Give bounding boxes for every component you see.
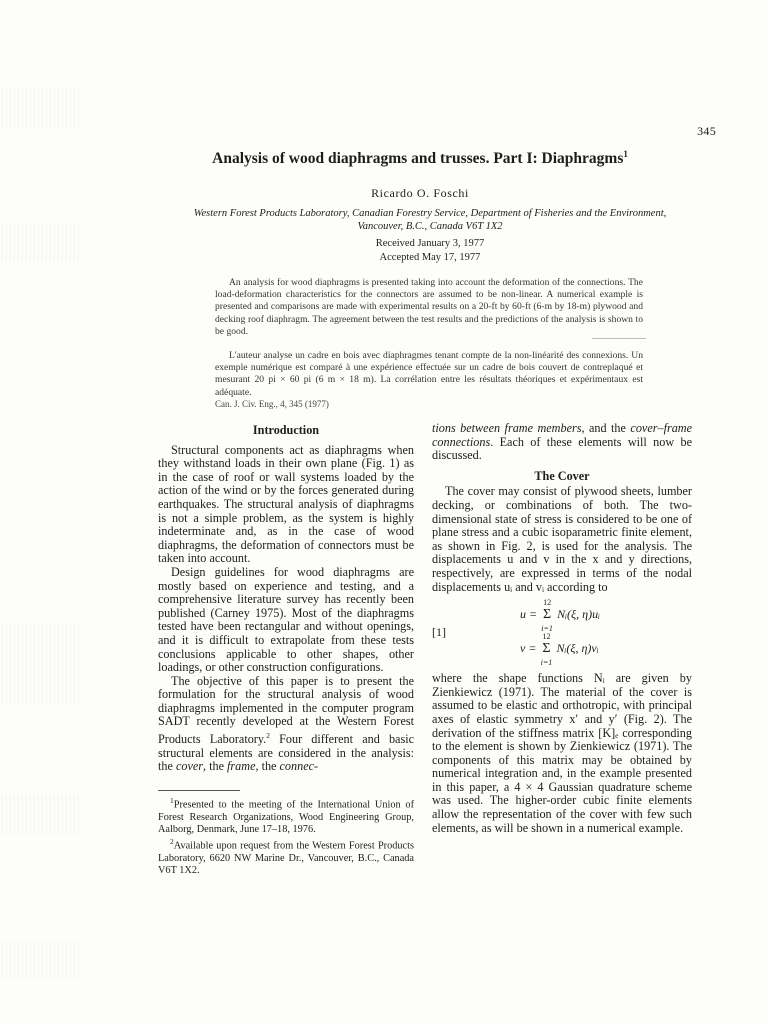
abstract-text: An analysis for wood diaphragms is presented taking into account the deformation of the connections. The load-deformation characteristics for the connectors are assumed to be non-linear. A numerical example is presented and comparisons are made with experimental results on a 20-ft by 60-ft (6-m by 18-m) plywood and decking roof diaphragm. The agreement between the test results and the predictions of the analysis is shown to be good.	[215, 277, 643, 337]
body-paragraph	[432, 422, 692, 463]
sum-upper-limit: 12	[543, 598, 552, 608]
body-paragraph: where the shape functions Nᵢ are given by Zienkiewicz (1971). The material of the cover is assumed to be elastic and orthotropic, with principal axes of elastic symmetry x′ and y′ (Fig. 2). The derivation of the stiffness matrix [K]ₑ corresponding to the element is shown by Zienkiewicz (1971). The components of this matrix may be obtained by numerical integration and, in the example presented in this paper, a 4 × 4 Gaussian quadrature scheme was used. The higher-order cubic finite elements allow the representation of the cover with few such elements, as will be shown in a numerical example.	[432, 671, 692, 835]
equation-rhs: Nᵢ(ξ, η)uᵢ	[557, 607, 600, 622]
equation-lhs: v =	[520, 641, 537, 656]
paper-title	[160, 149, 680, 168]
sum-lower-limit: i=1	[540, 658, 553, 668]
emphasis-term: cover	[175, 759, 204, 774]
footnote-ref: 2	[266, 731, 270, 741]
body-paragraph: Structural components act as diaphragms when they withstand loads in their own plane (Fig. 1) as in the case of roof or wall systems loaded by the action of the wind or by the forces generated during earthquakes. The structural analysis of diaphragms is not a simple problem, as the system is highly indeterminate and, as in the case of wood diaphragms, the deformation of connectors must be taken into account.	[158, 442, 414, 566]
author-name: Ricardo O. Foschi	[371, 186, 469, 200]
scan-margin-artifact	[2, 795, 80, 835]
divider-rule	[592, 338, 646, 339]
sum-upper-limit: 12	[542, 632, 551, 642]
section-heading-introduction: Introduction	[252, 423, 320, 437]
sigma-glyph: Σ	[542, 641, 551, 657]
received-date: Received January 3, 1977	[375, 238, 485, 249]
abstract-english	[215, 277, 643, 338]
footnote-text: Presented to the meeting of the International Union of Forest Research Organizations, Wood Engineering Group, Aalborg, Denmark, June 17–18, 1976.	[158, 799, 414, 835]
body-paragraph: Design guidelines for wood diaphragms are mostly based on experience and testing, and a comprehensive literature survey has recently been published (Carney 1975). Most of the diaphragms tested have been rectangular and without openings, and it is difficult to extrapolate from these tests conclusions applicable to other shapes, other loadings, or other construction configurations.	[158, 564, 414, 675]
body-text: , the	[255, 759, 280, 774]
footnote-rule	[158, 790, 240, 791]
title-text: Analysis of wood diaphragms and trusses. Part I: Diaphragms	[212, 150, 624, 168]
equation-1	[432, 600, 692, 666]
scan-margin-artifact	[2, 88, 80, 128]
journal-citation: Can. J. Civ. Eng., 4, 345 (1977)	[215, 399, 329, 409]
equation-line	[520, 598, 600, 634]
footnote-mark: 2	[170, 836, 174, 846]
footnote-text: Available upon request from the Western Forest Products Laboratory, 6620 NW Marine Dr., Vancouver, B.C., Canada V6T 1X2.	[158, 840, 414, 876]
abstract-french	[215, 350, 643, 399]
section-heading-cover: The Cover	[534, 468, 590, 483]
author-affiliation	[160, 207, 700, 233]
equation-number: [1]	[432, 625, 446, 640]
abstract-text: L'auteur analyse un cadre en bois avec diaphragmes tenant compte de la non-linéarité des connexions. Un exemple numérique est comparé à une expérience effectuée sur un cadre de bois couvert de contreplaqué et mesurant 20 pi × 60 pi (6 m × 18 m). La corrélation entre les résultats théoriques et expérimentaux est adéquate.	[215, 350, 643, 398]
body-text: , the	[203, 759, 228, 774]
scan-margin-artifact	[2, 625, 80, 705]
sum-lower-limit: i=1	[541, 624, 553, 634]
body-text: , and the	[581, 421, 631, 435]
summation-symbol	[540, 598, 554, 634]
accepted-date: Accepted May 17, 1977	[379, 252, 481, 263]
title-footnote-mark: 1	[623, 149, 628, 159]
footnote-1	[158, 795, 414, 836]
equation-line	[520, 632, 599, 668]
affiliation-line: Western Forest Products Laboratory, Canadian Forestry Service, Department of Fisheries and the Environment,	[193, 208, 667, 219]
body-text: . Each of these elements will now be discussed.	[432, 434, 692, 463]
affiliation-line: Vancouver, B.C., Canada V6T 1X2	[357, 221, 503, 232]
body-paragraph: The cover may consist of plywood sheets, lumber decking, or combinations of both. The two-dimensional state of stress is considered to be one of plane stress and a cubic isoparametric finite element, as shown in Fig. 2, is used for the analysis. The displacements u and v in the x and y directions, respectively, are expressed in terms of the nodal displacements uᵢ and vᵢ according to	[432, 484, 692, 594]
body-paragraph	[158, 675, 414, 774]
footnote-2	[158, 836, 414, 877]
scan-margin-artifact	[2, 940, 80, 980]
equation-lhs: u =	[520, 607, 538, 622]
sigma-glyph: Σ	[543, 607, 552, 623]
body-text: The objective of this paper is to present the formulation for the structural analysis of wood diaphragms implemented in the computer program SADT recently developed at the Western Forest Products Laboratory.	[158, 673, 414, 747]
right-column	[432, 422, 692, 835]
body-text: Four different and basic structural elements are considered in the analysis: the	[158, 732, 414, 774]
emphasis-term: connec-	[279, 759, 319, 774]
page-number: 345	[697, 124, 716, 138]
emphasis-term: frame	[227, 759, 256, 774]
scan-margin-artifact	[2, 225, 80, 261]
footnote-mark: 1	[170, 795, 174, 805]
emphasis-term: cover–frame connections	[432, 421, 692, 449]
emphasis-term: tions between frame members	[432, 421, 582, 435]
summation-symbol	[539, 632, 553, 668]
footnotes	[158, 795, 414, 877]
equation-rhs: Nᵢ(ξ, η)vᵢ	[556, 641, 599, 656]
left-column	[158, 422, 414, 877]
dates-block	[160, 237, 700, 265]
